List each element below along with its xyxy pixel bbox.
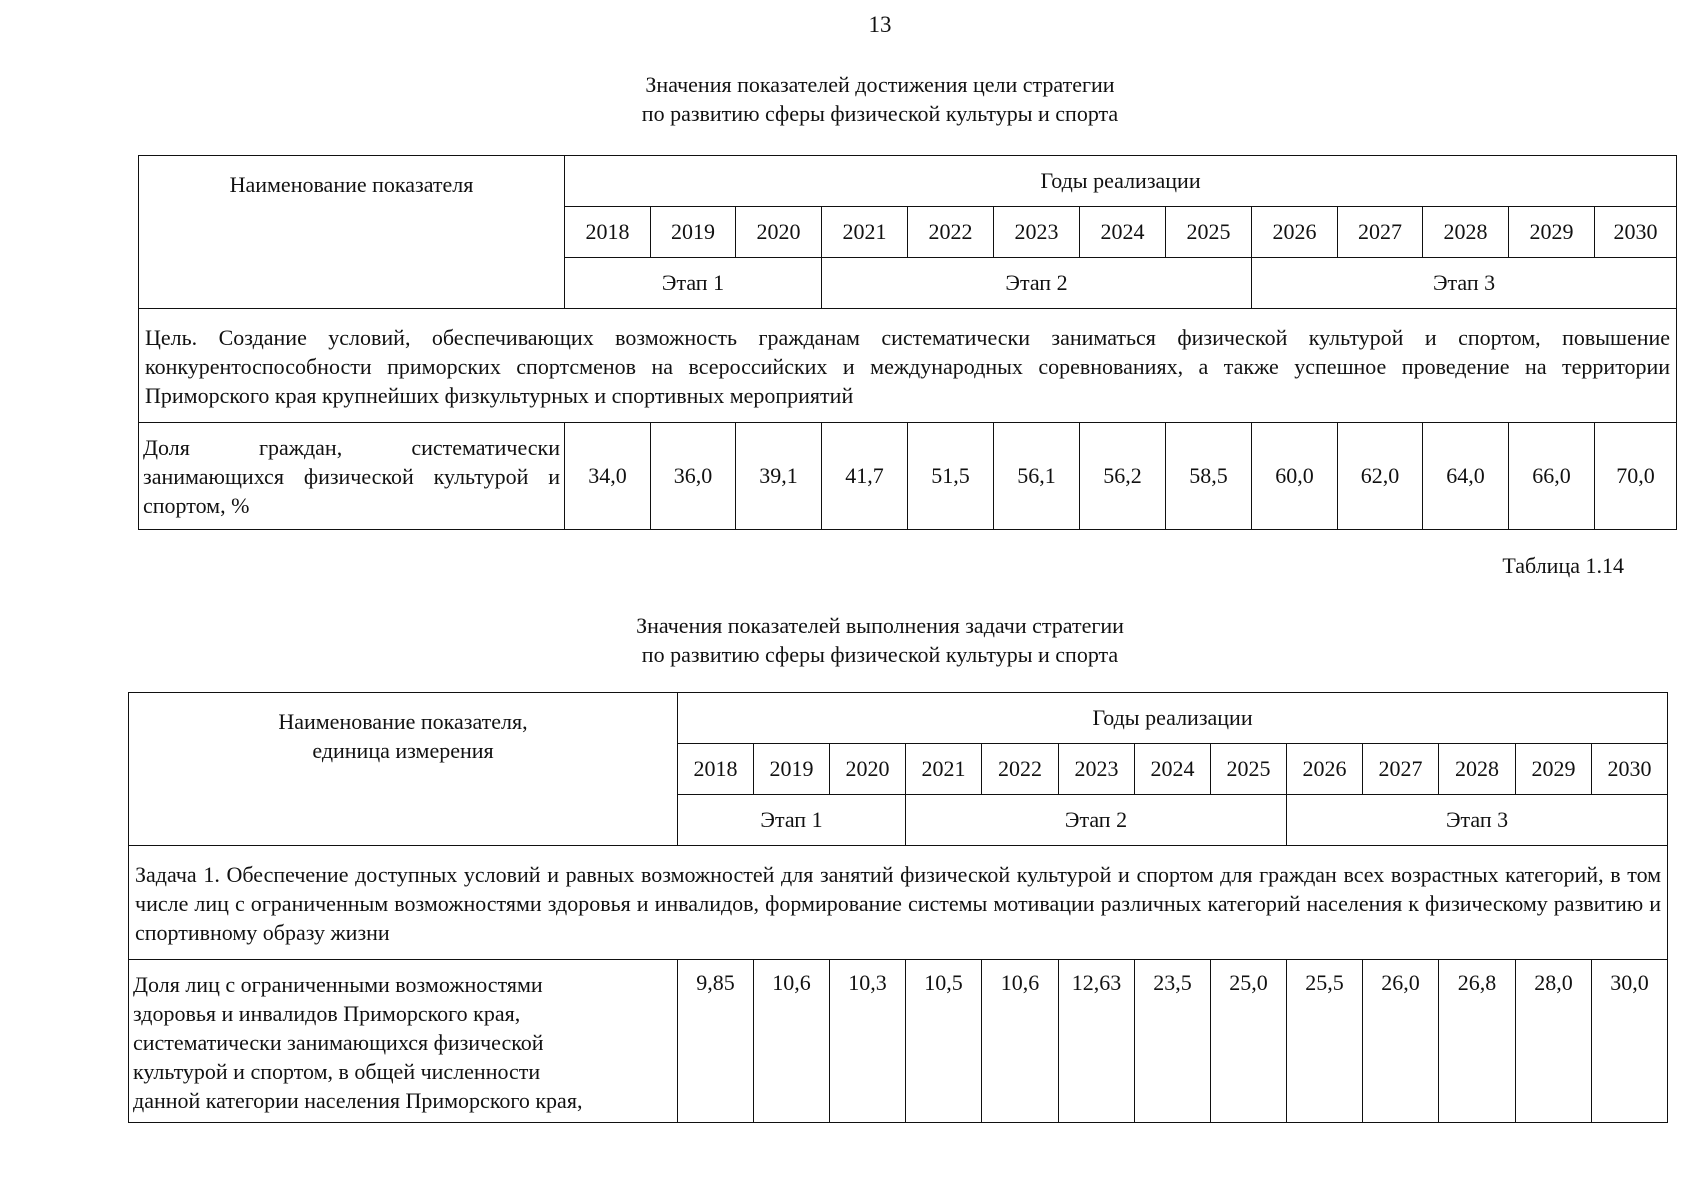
- table2-year: 2029: [1516, 744, 1592, 795]
- table2-year: 2028: [1439, 744, 1516, 795]
- table2-year: 2025: [1211, 744, 1287, 795]
- table1-year: 2024: [1080, 207, 1166, 258]
- table2-value: 12,63: [1059, 960, 1135, 1123]
- table2-value: 28,0: [1516, 960, 1592, 1123]
- table2-value: 9,85: [678, 960, 754, 1123]
- table2-indicator-line: данной категории населения Приморского края,: [133, 1088, 583, 1113]
- table2-indicator-line: Доля лиц с ограниченными возможностями: [133, 972, 543, 997]
- table1-stage-3: Этап 3: [1252, 258, 1677, 309]
- table2-indicator-name: [129, 960, 678, 1123]
- table2-year: 2023: [1059, 744, 1135, 795]
- table2-year: 2018: [678, 744, 754, 795]
- table1-year: 2019: [651, 207, 736, 258]
- table1-year: 2028: [1423, 207, 1509, 258]
- table2-header-name: [129, 693, 678, 846]
- table1-stage-2: Этап 2: [822, 258, 1252, 309]
- table2-stage-2: Этап 2: [906, 795, 1287, 846]
- table1-value: 56,2: [1080, 423, 1166, 530]
- table1-value: 34,0: [565, 423, 651, 530]
- table2-title-line2: по развитию сферы физической культуры и спорта: [641, 642, 1119, 667]
- table2-year: 2022: [982, 744, 1059, 795]
- table1-value: 41,7: [822, 423, 908, 530]
- table1-year: 2020: [736, 207, 822, 258]
- table1: [138, 155, 1677, 530]
- table1-year: 2030: [1595, 207, 1677, 258]
- table2-value: 30,0: [1592, 960, 1668, 1123]
- table1-header-name: Наименование показателя: [139, 156, 565, 309]
- table2-value: 25,0: [1211, 960, 1287, 1123]
- table2-year: 2030: [1592, 744, 1668, 795]
- table-row: [139, 423, 1677, 530]
- table2-title-line1: Значения показателей выполнения задачи стратегии: [636, 613, 1124, 638]
- table1-year: 2021: [822, 207, 908, 258]
- table2-value: 10,3: [830, 960, 906, 1123]
- table2-value: 10,6: [982, 960, 1059, 1123]
- table2-year: 2027: [1363, 744, 1439, 795]
- table2-year: 2019: [754, 744, 830, 795]
- table1-value: 62,0: [1338, 423, 1423, 530]
- table2-stage-3: Этап 3: [1287, 795, 1668, 846]
- table1-header-years: Годы реализации: [565, 156, 1677, 207]
- table2-indicator-line: систематически занимающихся физической: [133, 1030, 544, 1055]
- table2-header-years: Годы реализации: [678, 693, 1668, 744]
- table1-stage-1: Этап 1: [565, 258, 822, 309]
- page-number: 13: [868, 12, 892, 37]
- table2-value: 25,5: [1287, 960, 1363, 1123]
- table1-value: 39,1: [736, 423, 822, 530]
- table1-title-line1: Значения показателей достижения цели стратегии: [645, 72, 1115, 97]
- table1-year: 2027: [1338, 207, 1423, 258]
- table1-year: 2022: [908, 207, 994, 258]
- table1-year: 2018: [565, 207, 651, 258]
- table1-value: 56,1: [994, 423, 1080, 530]
- table1-value: 58,5: [1166, 423, 1252, 530]
- table2-year: 2026: [1287, 744, 1363, 795]
- table2-value: 10,5: [906, 960, 982, 1123]
- table1-value: 36,0: [651, 423, 736, 530]
- table1-value: 51,5: [908, 423, 994, 530]
- table2-header-name-line1: Наименование показателя,: [278, 709, 528, 734]
- table2-value: 23,5: [1135, 960, 1211, 1123]
- table1-year: 2029: [1509, 207, 1595, 258]
- table2-value: 26,0: [1363, 960, 1439, 1123]
- table1-value: 66,0: [1509, 423, 1595, 530]
- table1-value: 64,0: [1423, 423, 1509, 530]
- table1-indicator-name: Доля граждан, систематически занимающихся физической культурой и спортом, %: [139, 423, 565, 530]
- table2-indicator-line: здоровья и инвалидов Приморского края,: [133, 1001, 521, 1026]
- table1-title-line2: по развитию сферы физической культуры и спорта: [641, 101, 1119, 126]
- table-row: [129, 960, 1668, 1123]
- table1-goal: Цель. Создание условий, обеспечивающих возможность гражданам систематически заниматься физической культурой и спортом, повышение конкурентоспособности приморских спортсменов на всероссийских и международных соревнованиях, а также успешное проведение на территории Приморского края крупнейших физкультурных и спортивных мероприятий: [139, 309, 1677, 423]
- table2-value: 26,8: [1439, 960, 1516, 1123]
- table2-stage-1: Этап 1: [678, 795, 906, 846]
- table2-title: [0, 611, 1702, 669]
- table2: [128, 692, 1668, 1123]
- table1-value: 70,0: [1595, 423, 1677, 530]
- table1-title: [0, 70, 1702, 128]
- table1-year: 2023: [994, 207, 1080, 258]
- table2-header-name-line2: единица измерения: [312, 738, 494, 763]
- table2-indicator-line: культурой и спортом, в общей численности: [133, 1059, 541, 1084]
- table2-year: 2021: [906, 744, 982, 795]
- table2-value: 10,6: [754, 960, 830, 1123]
- table-caption: Таблица 1.14: [1502, 553, 1624, 578]
- table2-year: 2024: [1135, 744, 1211, 795]
- table1-year: 2026: [1252, 207, 1338, 258]
- table1-year: 2025: [1166, 207, 1252, 258]
- table2-year: 2020: [830, 744, 906, 795]
- table1-value: 60,0: [1252, 423, 1338, 530]
- table2-task: Задача 1. Обеспечение доступных условий и равных возможностей для занятий физической культурой и спортом для граждан всех возрастных категорий, в том числе лиц с ограниченным возможностями здоровья и инвалидов, формирование системы мотивации различных категорий населения к физическому развитию и спортивному образу жизни: [129, 846, 1668, 960]
